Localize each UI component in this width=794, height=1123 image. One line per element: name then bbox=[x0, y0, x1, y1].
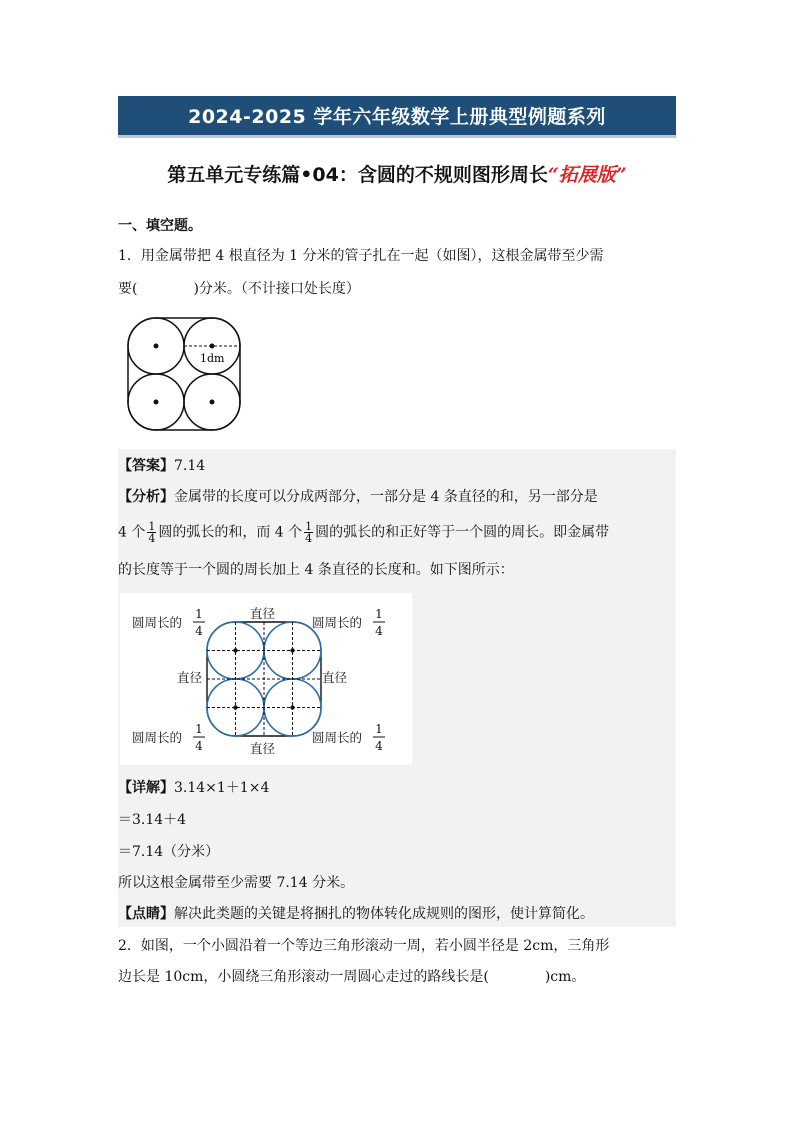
subtitle bbox=[118, 160, 676, 187]
svg-text:1: 1 bbox=[195, 607, 203, 621]
analysis-tag: 【分析】 bbox=[118, 489, 174, 505]
fraction: $\frac{1}{4}$ bbox=[305, 520, 313, 545]
corner-label-tr: 圆周长的 bbox=[312, 615, 363, 630]
diameter-top-label: 直径 bbox=[250, 606, 276, 621]
corner-label-br: 圆周长的 bbox=[312, 730, 363, 745]
detail-tag: 【详解】 bbox=[118, 780, 174, 796]
point-line: 【点睛】解决此类题的关键是将捆扎的物体转化成规则的图形，使计算简化。 bbox=[118, 906, 594, 922]
analysis-line3: 的长度等于一个圆的周长加上 4 条直径的长度和。如下图所示： bbox=[118, 562, 514, 578]
diameter-right-label: 直径 bbox=[322, 670, 348, 685]
title-banner: 2024-2025 学年六年级数学上册典型例题系列 bbox=[118, 96, 676, 138]
answer-value: 7.14 bbox=[174, 458, 206, 474]
corner-label-bl: 圆周长的 bbox=[132, 730, 183, 745]
svg-text:4: 4 bbox=[195, 624, 203, 638]
answer-line bbox=[118, 456, 678, 476]
diameter-left-label: 直径 bbox=[177, 670, 203, 685]
q2-line2: 边长是 10cm，小圆绕三角形滚动一周圆心走过的路线长是( )cm。 bbox=[118, 969, 586, 985]
svg-text:1: 1 bbox=[195, 722, 203, 736]
analysis-line2: 4 个 $\frac{1}{4}$ 圆的弧长的和，而 4 个 $\frac{1}{4}$ 圆的弧长的和正好等于一个圆的周长。即金属带 bbox=[118, 520, 610, 545]
svg-text:1: 1 bbox=[375, 607, 383, 621]
dm-label: 1dm bbox=[200, 352, 225, 365]
analysis-line1: 【分析】金属带的长度可以分成两部分，一部分是 4 条直径的和，另一部分是 bbox=[118, 489, 598, 505]
corner-label-tl: 圆周长的 bbox=[132, 615, 183, 630]
detail-line2: ＝3.14＋4 bbox=[118, 812, 187, 828]
q2-line1: 2．如图，一个小圆沿着一个等边三角形滚动一周，若小圆半径是 2cm，三角形 bbox=[118, 938, 610, 954]
svg-text:4: 4 bbox=[375, 739, 383, 753]
detail-line3: ＝7.14（分米） bbox=[118, 844, 220, 860]
svg-text:1: 1 bbox=[375, 722, 383, 736]
fraction: $\frac{1}{4}$ bbox=[148, 520, 156, 545]
point-tag: 【点睛】 bbox=[118, 906, 174, 922]
subtitle-tag: “拓展版” bbox=[547, 164, 627, 186]
labelled-pipes-figure bbox=[120, 593, 412, 765]
answer-tag: 【答案】 bbox=[118, 458, 174, 474]
svg-text:4: 4 bbox=[375, 624, 383, 638]
detail-line1: 【详解】3.14×1＋1×4 bbox=[118, 780, 270, 796]
subtitle-main: 第五单元专练篇•04：含圆的不规则图形周长 bbox=[167, 164, 548, 186]
q1-line2: 要( )分米。（不计接口处长度） bbox=[118, 281, 360, 297]
pipes-figure bbox=[124, 314, 244, 434]
svg-text:4: 4 bbox=[195, 739, 203, 753]
section-title: 一、填空题。 bbox=[118, 218, 202, 234]
q1-line1: 1．用金属带把 4 根直径为 1 分米的管子扎在一起（如图），这根金属带至少需 bbox=[118, 248, 604, 264]
detail-line4: 所以这根金属带至少需要 7.14 分米。 bbox=[118, 875, 355, 891]
diameter-bottom-label: 直径 bbox=[250, 741, 276, 756]
